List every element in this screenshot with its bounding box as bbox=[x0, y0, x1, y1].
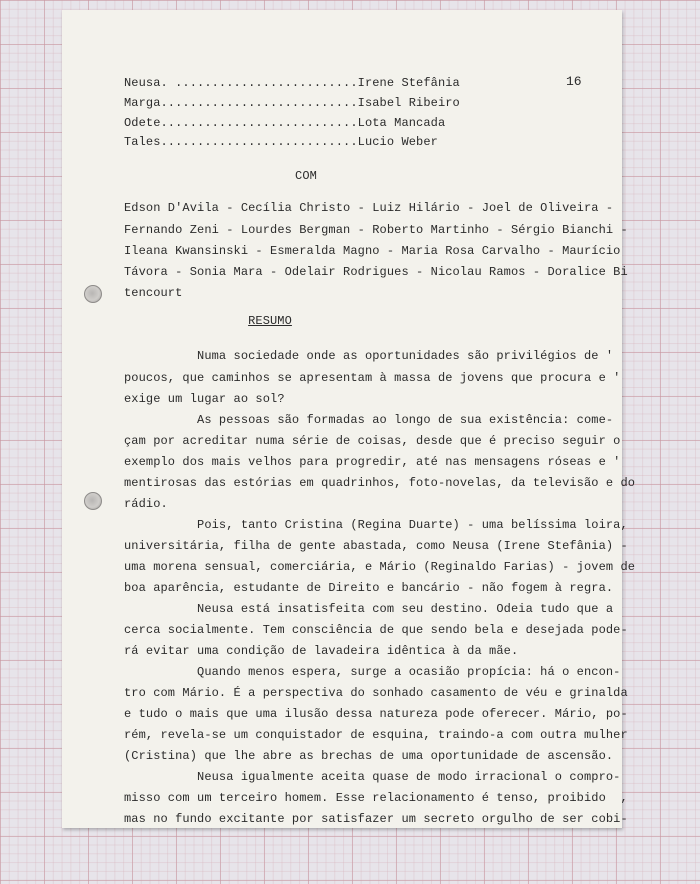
summary-line: As pessoas são formadas ao longo de sua existência: come- bbox=[124, 413, 614, 427]
cast-line: Neusa. .........................Irene Stefânia bbox=[124, 76, 460, 90]
summary-line: boa aparência, estudante de Direito e bancário - não fogem à regra. bbox=[124, 581, 614, 595]
summary-line: universitária, filha de gente abastada, como Neusa (Irene Stefânia) - bbox=[124, 539, 628, 553]
summary-line: Neusa igualmente aceita quase de modo irracional o compro- bbox=[124, 770, 621, 784]
cast-line: Tales...........................Lucio Weber bbox=[124, 135, 438, 149]
cast-line: Marga...........................Isabel Ribeiro bbox=[124, 96, 460, 110]
com-heading: COM bbox=[295, 169, 317, 183]
resumo-heading: RESUMO bbox=[248, 314, 292, 328]
summary-line: (Cristina) que lhe abre as brechas de uma oportunidade de ascensão. bbox=[124, 749, 614, 763]
supporting-cast-line: Ileana Kwansinski - Esmeralda Magno - Maria Rosa Carvalho - Maurício bbox=[124, 244, 621, 258]
summary-line: rá evitar uma condição de lavadeira idêntica à da mãe. bbox=[124, 644, 519, 658]
summary-line: Numa sociedade onde as oportunidades são privilégios de ' bbox=[124, 349, 614, 363]
cast-line: Odete...........................Lota Mancada bbox=[124, 116, 446, 130]
summary-line: rádio. bbox=[124, 497, 168, 511]
summary-line: rém, revela-se um conquistador de esquina, traindo-a com outra mulher bbox=[124, 728, 628, 742]
punch-hole bbox=[84, 285, 102, 303]
summary-line: uma morena sensual, comerciária, e Mário (Reginaldo Farias) - jovem de bbox=[124, 560, 636, 574]
summary-line: misso com um terceiro homem. Esse relacionamento é tenso, proibido , bbox=[124, 791, 628, 805]
summary-line: mentirosas das estórias em quadrinhos, foto-novelas, da televisão e do bbox=[124, 476, 636, 490]
summary-line: exige um lugar ao sol? bbox=[124, 392, 285, 406]
summary-line: exemplo dos mais velhos para progredir, até nas mensagens róseas e ' bbox=[124, 455, 621, 469]
summary-line: mas no fundo excitante por satisfazer um secreto orgulho de ser cobi- bbox=[124, 812, 628, 826]
summary-line: poucos, que caminhos se apresentam à massa de jovens que procura e ' bbox=[124, 371, 621, 385]
summary-line: e tudo o mais que uma ilusão dessa natureza pode oferecer. Mário, po- bbox=[124, 707, 628, 721]
punch-hole bbox=[84, 492, 102, 510]
summary-line: Neusa está insatisfeita com seu destino. Odeia tudo que a bbox=[124, 602, 614, 616]
page-number: 16 bbox=[566, 74, 582, 89]
summary-line: cerca socialmente. Tem consciência de que sendo bela e desejada pode- bbox=[124, 623, 628, 637]
summary-line: Quando menos espera, surge a ocasião propícia: há o encon- bbox=[124, 665, 621, 679]
supporting-cast-line: tencourt bbox=[124, 286, 183, 300]
summary-line: Pois, tanto Cristina (Regina Duarte) - uma belíssima loira, bbox=[124, 518, 628, 532]
summary-line: tro com Mário. É a perspectiva do sonhado casamento de véu e grinalda bbox=[124, 686, 628, 700]
summary-line: çam por acreditar numa série de coisas, desde que é preciso seguir o bbox=[124, 434, 621, 448]
supporting-cast-line: Fernando Zeni - Lourdes Bergman - Roberto Martinho - Sérgio Bianchi - bbox=[124, 223, 628, 237]
typed-page bbox=[62, 10, 636, 828]
supporting-cast-line: Edson D'Avila - Cecília Christo - Luiz Hilário - Joel de Oliveira - bbox=[124, 201, 614, 215]
supporting-cast-line: Távora - Sonia Mara - Odelair Rodrigues - Nicolau Ramos - Doralice Bi bbox=[124, 265, 628, 279]
